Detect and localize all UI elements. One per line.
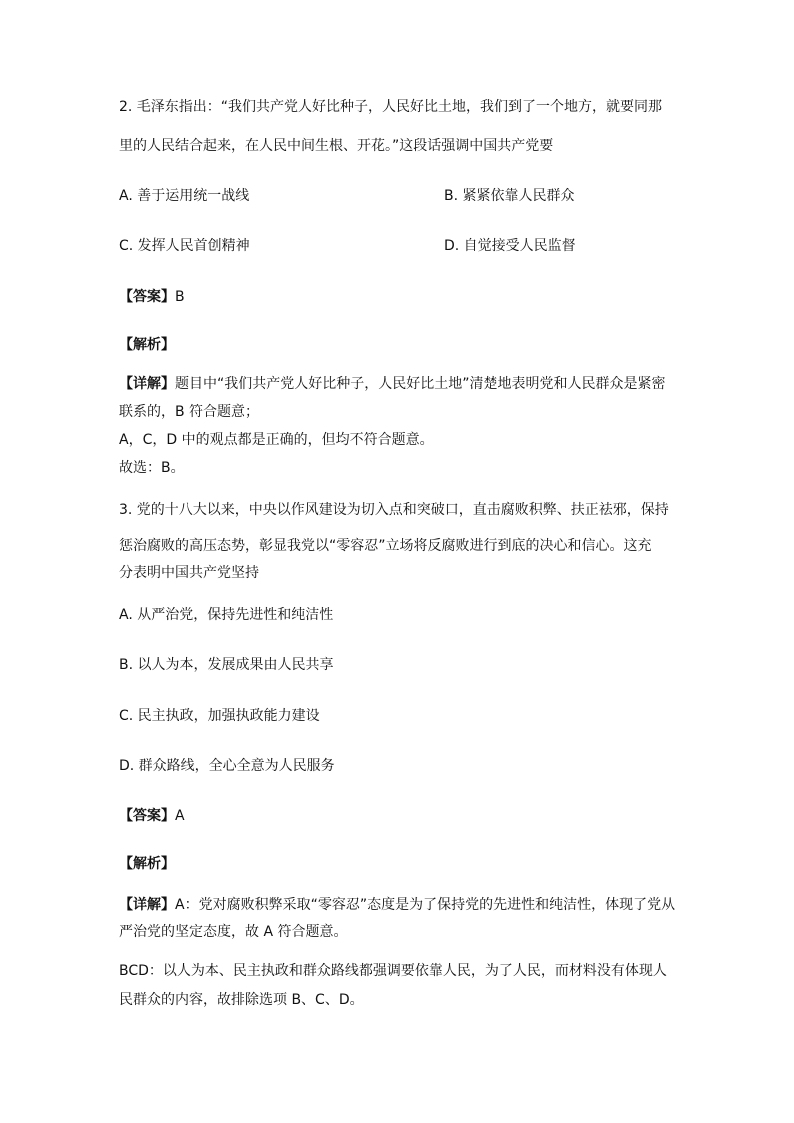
q3-analysis-heading [119,854,679,874]
detail-tag: 【详解】 [119,897,175,913]
detail-tag: 【详解】 [119,376,175,392]
q3-stem-line-2: 惩治腐败的高压态势，彰显我党以“零容忍”立场将反腐败进行到底的决心和信心。这充 [119,538,652,554]
q2-option-a: A. 善于运用统一战线 [119,188,250,204]
q2-detail-line-2: 联系的，B 符合题意； [119,404,260,420]
q2-answer [119,287,679,307]
q2-option-c: C. 发挥人民首创精神 [119,238,250,254]
q3-detail-line-4: 民群众的内容，故排除选项 B、C、D。 [119,992,364,1008]
q3-detail-line-2: 严治党的坚定态度，故 A 符合题意。 [119,924,348,940]
q3-detail-line-1 [119,895,679,915]
q2-analysis-heading [119,335,679,355]
q2-option-b: B. 紧紧依靠人民群众 [444,188,575,204]
q3-option-a: A. 从严治党，保持先进性和纯洁性 [119,607,334,623]
answer-tag: 【答案】 [119,808,175,824]
q3-answer [119,806,679,826]
analysis-tag: 【解析】 [119,337,175,353]
q2-option-d: D. 自觉接受人民监督 [444,238,576,254]
q3-stem-line-3: 分表明中国共产党坚持 [119,565,259,581]
q2-stem-line-1: 2. 毛泽东指出：“我们共产党人好比种子，人民好比土地，我们到了一个地方，就要同那 [119,99,663,115]
q2-detail-line-1 [119,374,679,394]
q2-stem-line-2: 里的人民结合起来，在人民中间生根、开花。”这段话强调中国共产党要 [119,138,554,154]
q3-option-b: B. 以人为本，发展成果由人民共享 [119,657,334,673]
detail-text: 题目中“我们共产党人好比种子，人民好比土地”清楚地表明党和人民群众是紧密 [175,376,666,392]
q3-detail-line-3: BCD：以人为本、民主执政和群众路线都强调要依靠人民，为了人民，而材料没有体现人 [119,963,667,979]
q3-option-c: C. 民主执政，加强执政能力建设 [119,708,320,724]
q3-stem-line-1: 3. 党的十八大以来，中央以作风建设为切入点和突破口，直击腐败积弊、扶正祛邪，保持 [119,502,669,518]
analysis-tag: 【解析】 [119,856,175,872]
q3-option-d: D. 群众路线，全心全意为人民服务 [119,758,335,774]
detail-text: A：党对腐败积弊采取“零容忍”态度是为了保持党的先进性和纯洁性，体现了党从 [175,897,676,913]
q2-detail-line-3: A，C，D 中的观点都是正确的，但均不符合题意。 [119,432,434,448]
answer-tag: 【答案】 [119,289,175,305]
q2-detail-line-4: 故选：B。 [119,460,185,476]
answer-value: B [175,289,185,305]
answer-value: A [175,808,185,824]
